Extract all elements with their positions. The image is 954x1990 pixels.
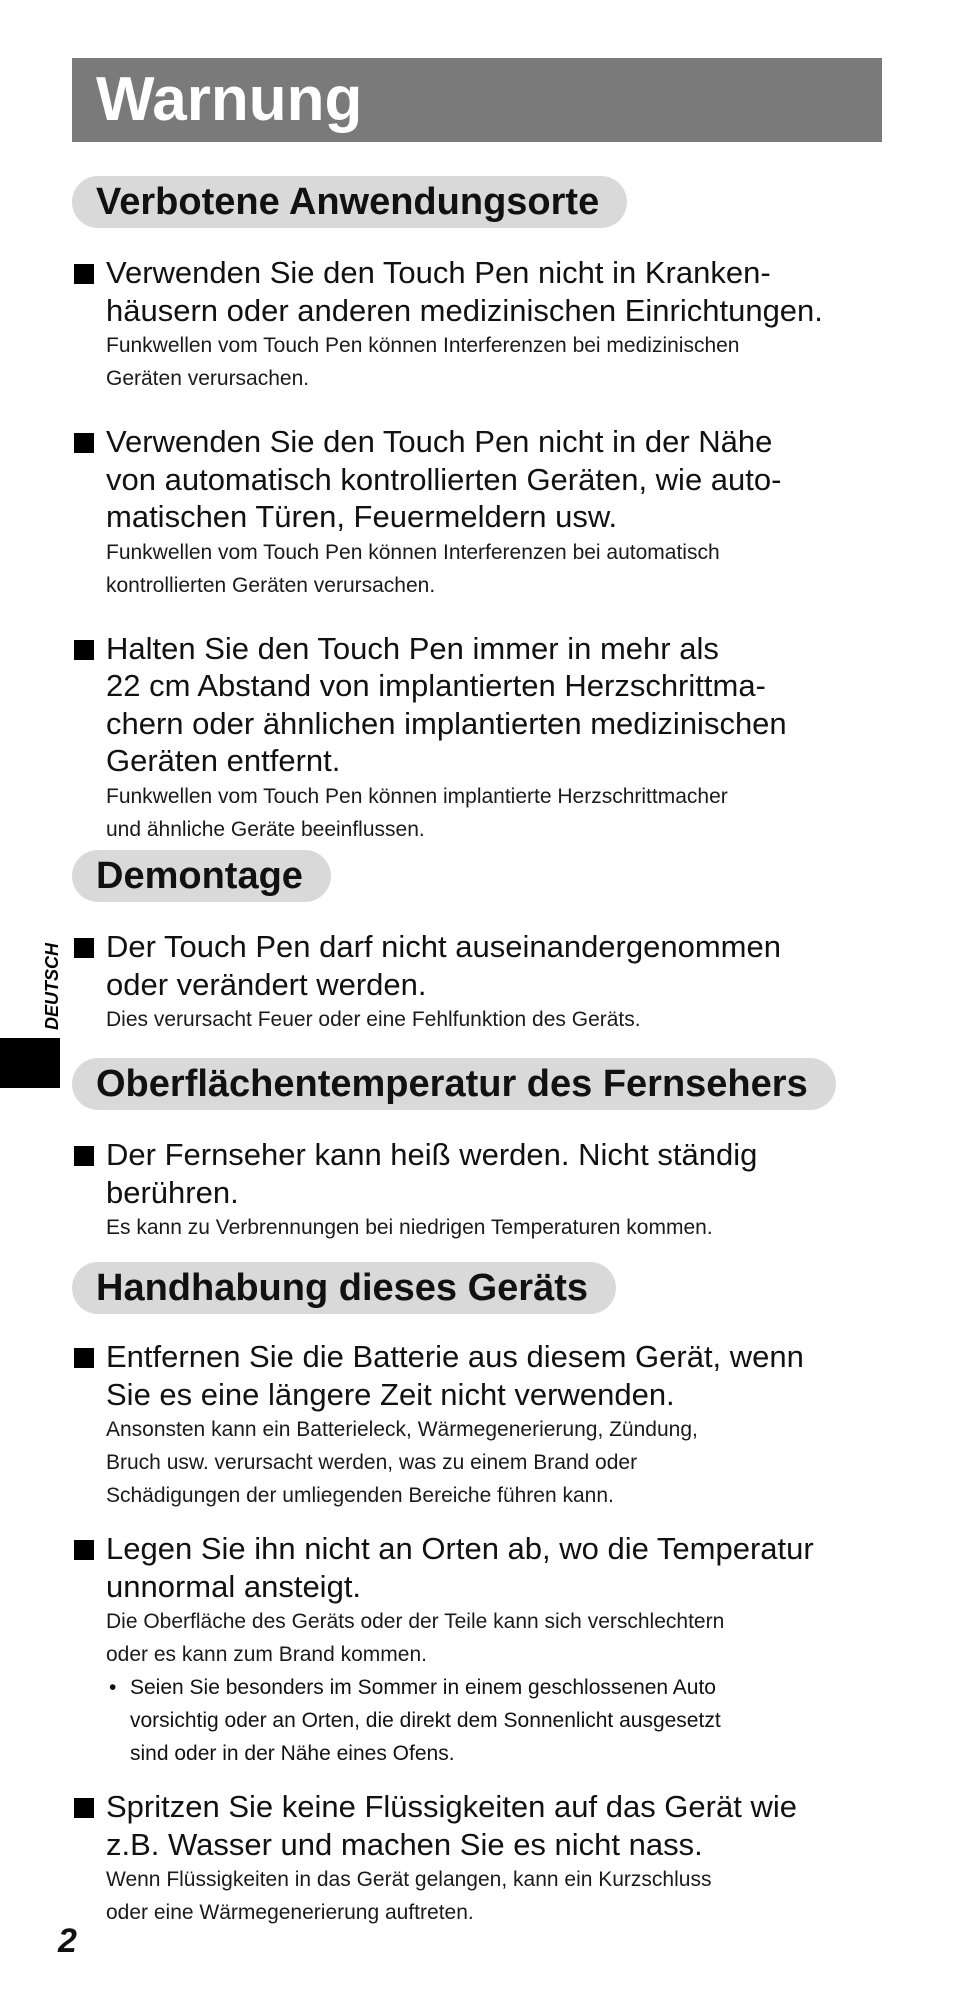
warning-explanation: Funkwellen vom Touch Pen können Interferenzen bei medizinischen Geräten verursachen. xyxy=(106,334,740,390)
section-disassembly xyxy=(72,850,882,1036)
warning-explanation: Ansonsten kann ein Batterieleck, Wärmegenerierung, Zündung, Bruch usw. verursacht werden, was zu einem Brand oder Schädigungen der umliegenden Bereiche führen kann. xyxy=(106,1418,698,1507)
warning-text: Entfernen Sie die Batterie aus diesem Gerät, wenn Sie es eine längere Zeit nicht verwenden. xyxy=(106,1339,804,1412)
warning-item xyxy=(72,1530,882,1770)
square-bullet-icon xyxy=(74,264,94,284)
square-bullet-icon xyxy=(74,1146,94,1166)
section-heading: Oberflächentemperatur des Fernsehers xyxy=(72,1058,836,1110)
warning-text: Halten Sie den Touch Pen immer in mehr als 22 cm Abstand von implantierten Herzschrittma- chern oder ähnlichen implantierten medizinischen Geräten entfernt. xyxy=(106,630,787,778)
page-number: 2 xyxy=(58,1922,77,1960)
warning-text: Der Touch Pen darf nicht auseinandergenommen oder verändert werden. xyxy=(106,929,781,1002)
square-bullet-icon xyxy=(74,938,94,958)
warning-item xyxy=(72,1788,882,1929)
warning-explanation: Wenn Flüssigkeiten in das Gerät gelangen, kann ein Kurzschluss oder eine Wärmegenerierung auftreten. xyxy=(106,1868,712,1924)
warning-text: Der Fernseher kann heiß werden. Nicht ständig berühren. xyxy=(106,1137,758,1210)
dot-bullet-icon: • xyxy=(109,1676,117,1699)
warning-explanation: Es kann zu Verbrennungen bei niedrigen Temperaturen kommen. xyxy=(106,1216,713,1239)
square-bullet-icon xyxy=(74,1540,94,1560)
section-tv-surface-temperature xyxy=(72,1058,882,1244)
warning-item xyxy=(72,1338,882,1512)
warning-item xyxy=(72,1136,882,1244)
section-heading: Demontage xyxy=(72,850,331,902)
warning-text: Legen Sie ihn nicht an Orten ab, wo die Temperatur unnormal ansteigt. xyxy=(106,1531,814,1604)
warning-item xyxy=(72,928,882,1036)
square-bullet-icon xyxy=(74,1798,94,1818)
section-heading: Verbotene Anwendungsorte xyxy=(72,176,627,228)
warning-text: Verwenden Sie den Touch Pen nicht in der Nähe von automatisch kontrollierten Geräten, wie auto- matischen Türen, Feuermeldern usw. xyxy=(106,424,782,534)
warning-text: Verwenden Sie den Touch Pen nicht in Kranken- häusern oder anderen medizinischen Einrichtungen. xyxy=(106,255,823,328)
warning-text: Spritzen Sie keine Flüssigkeiten auf das Gerät wie z.B. Wasser und machen Sie es nicht nass. xyxy=(106,1789,797,1862)
warning-item xyxy=(72,630,882,846)
section-device-handling xyxy=(72,1262,882,1929)
square-bullet-icon xyxy=(74,640,94,660)
warning-explanation: Funkwellen vom Touch Pen können Interferenzen bei automatisch kontrollierten Geräten verursachen. xyxy=(106,540,720,597)
warning-explanation: Funkwellen vom Touch Pen können implantierte Herzschrittmacher und ähnliche Geräte beeinflussen. xyxy=(106,784,728,841)
warning-explanation: Dies verursacht Feuer oder eine Fehlfunktion des Geräts. xyxy=(106,1008,641,1031)
warning-item xyxy=(72,423,882,602)
warning-item xyxy=(72,254,882,395)
square-bullet-icon xyxy=(74,1348,94,1368)
warning-explanation: Die Oberfläche des Geräts oder der Teile kann sich verschlechtern oder es kann zum Brand kommen. xyxy=(106,1610,725,1666)
page-title: Warnung xyxy=(72,58,882,142)
section-forbidden-locations xyxy=(72,176,882,846)
square-bullet-icon xyxy=(74,433,94,453)
language-tab-marker xyxy=(0,1038,60,1088)
section-heading: Handhabung dieses Geräts xyxy=(72,1262,616,1314)
bullet-note: • Seien Sie besonders im Sommer in einem geschlossenen Auto vorsichtig oder an Orten, die direkt dem Sonnenlicht ausgesetzt sind oder in der Nähe eines Ofens. xyxy=(106,1671,882,1770)
language-side-label: DEUTSCH xyxy=(42,942,62,1030)
